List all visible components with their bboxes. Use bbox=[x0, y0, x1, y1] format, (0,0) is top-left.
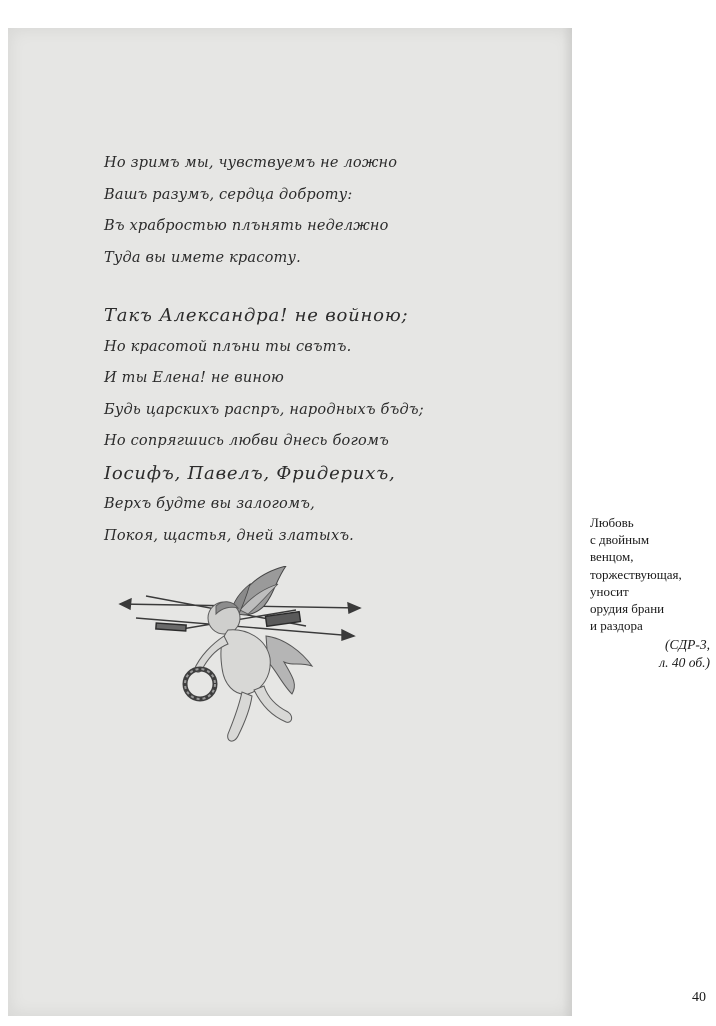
wreath-icon bbox=[185, 669, 215, 699]
caption-line: Любовь bbox=[590, 515, 634, 530]
cupid-with-wreath-icon bbox=[116, 566, 366, 756]
caption-line: венцом, bbox=[590, 549, 634, 565]
caption-line: и раздора bbox=[590, 618, 643, 634]
poem-line: Но красотой плъни ты свътъ. bbox=[104, 338, 352, 355]
poem-line: Такъ Александра! не войною; bbox=[104, 305, 409, 326]
poem-line: Туда вы имете красоту. bbox=[104, 249, 301, 266]
caption-line: торжествующая, bbox=[590, 566, 682, 582]
handwritten-poem bbox=[104, 148, 544, 552]
sheet-edge bbox=[562, 28, 572, 1016]
source-citation bbox=[600, 636, 710, 672]
poem-line: Въ храбростью плънять неделжно bbox=[104, 218, 389, 234]
poem-line: Но сопрягшись любви днесь богомъ bbox=[104, 433, 389, 449]
citation-line: л. 40 об.) bbox=[659, 655, 710, 670]
caption-line: уносит bbox=[590, 583, 629, 599]
poem-stanza-2 bbox=[104, 300, 544, 552]
caption-line: орудия брани bbox=[590, 601, 665, 617]
poem-line: Іосифъ, Павелъ, Фридерихъ, bbox=[104, 462, 396, 484]
poem-line: Покоя, щастья, дней златыхъ. bbox=[104, 527, 354, 544]
poem-line: И ты Елена! не виною bbox=[104, 370, 285, 386]
poem-line: Вашъ разумъ, сердца доброту: bbox=[104, 186, 353, 203]
poem-line: Будь царскихъ распръ, народныхъ бъдъ; bbox=[104, 401, 424, 418]
poem-line: Верхъ будте вы залогомъ, bbox=[104, 496, 315, 512]
manuscript-sheet bbox=[8, 28, 572, 1016]
page-number: 40 bbox=[692, 990, 706, 1005]
caption-line: с двойным bbox=[590, 532, 650, 548]
poem-line: Но зримъ мы, чувствуемъ не ложно bbox=[104, 155, 398, 171]
poem-stanza-1 bbox=[104, 148, 544, 274]
illustration-caption bbox=[590, 514, 712, 634]
citation-line: (СДР-3, bbox=[665, 637, 710, 652]
drapery bbox=[266, 636, 312, 694]
